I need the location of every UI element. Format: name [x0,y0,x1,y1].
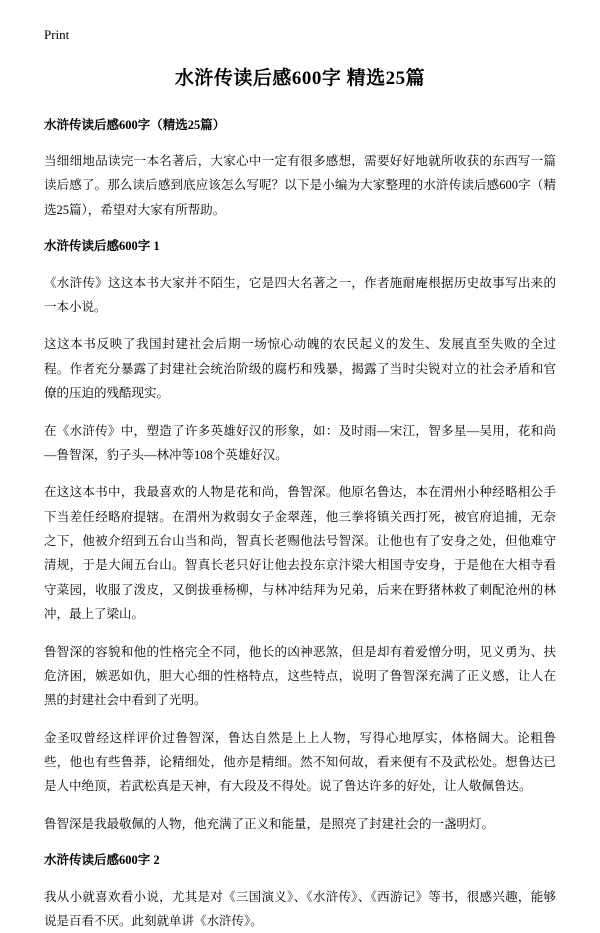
document-subtitle: 水浒传读后感600字（精选25篇） [44,118,226,133]
section-heading: 水浒传读后感600字 1 [44,239,160,254]
paragraph: 在这这本书中，我最喜欢的人物是花和尚，鲁智深。他原名鲁达，本在渭州小种经略相公手下当差任经略府提辖。在渭州为救弱女子金翠莲，他三拳将镇关西打死，被官府追捕，无奈之下，他被介绍到五台山当和尚，智真长老赐他法号智深。让他也有了安身之处，但他难守清规，于是大闹五台山。智真长老只好让他去投东京汴梁大相国寺安身，于是他在大相寺看守菜园，收服了泼皮，又倒拔垂杨柳，与林冲结拜为兄弟，后来在野猪林救了刺配沧州的林冲，最上了梁山。 [44,485,556,622]
paragraph: 当细细地品读完一本名著后，大家心中一定有很多感想，需要好好地就所收获的东西写一篇读后感了。那么读后感到底应该怎么写呢？以下是小编为大家整理的水浒传读后感600字（精选25篇），希望对大家有所帮助。 [44,154,556,217]
paragraph: 金圣叹曾经这样评价过鲁智深，鲁达自然是上上人物，写得心地厚实，体格阔大。论粗鲁些，他也有些鲁莽，论精细处，他亦是精细。然不知何故，看来便有不及武松处。想鲁达已是人中绝顶，若武松真是天神，有大段及不得处。说了鲁达许多的好处，让人敬佩鲁达。 [44,730,556,794]
page-title: 水浒传读后感600字 精选25篇 [174,67,426,89]
paragraph: 这这本书反映了我国封建社会后期一场惊心动魄的农民起义的发生、发展直至失败的全过程。作者充分暴露了封建社会统治阶级的腐朽和残暴，揭露了当时尖锐对立的社会矛盾和官僚的压迫的残酷现实。 [44,337,556,401]
document-body [44,149,556,933]
print-button[interactable]: Print [44,27,70,42]
section-heading: 水浒传读后感600字 2 [44,853,160,868]
paragraph: 鲁智深是我最敬佩的人物，他充满了正义和能量，是照亮了封建社会的一盏明灯。 [44,816,495,831]
paragraph: 在《水浒传》中，塑造了许多英雄好汉的形象，如：及时雨—宋江，智多星—吴用，花和尚—鲁智深，豹子头—林冲等108个英雄好汉。 [44,423,556,462]
paragraph: 我从小就喜欢看小说，尤其是对《三国演义》、《水浒传》、《西游记》等书，很感兴趣，能够说是百看不厌。此刻就单讲《水浒传》。 [44,889,556,929]
paragraph: 《水浒传》这这本书大家并不陌生，它是四大名著之一，作者施耐庵根据历史故事写出来的一本小说。 [44,275,556,315]
paragraph: 鲁智深的容貌和他的性格完全不同，他长的凶神恶煞，但是却有着爱憎分明，见义勇为、扶危济困，嫉恶如仇，胆大心细的性格特点，这些特点，说明了鲁智深充满了正义感，让人在黑的封建社会中看到了光明。 [44,644,556,708]
